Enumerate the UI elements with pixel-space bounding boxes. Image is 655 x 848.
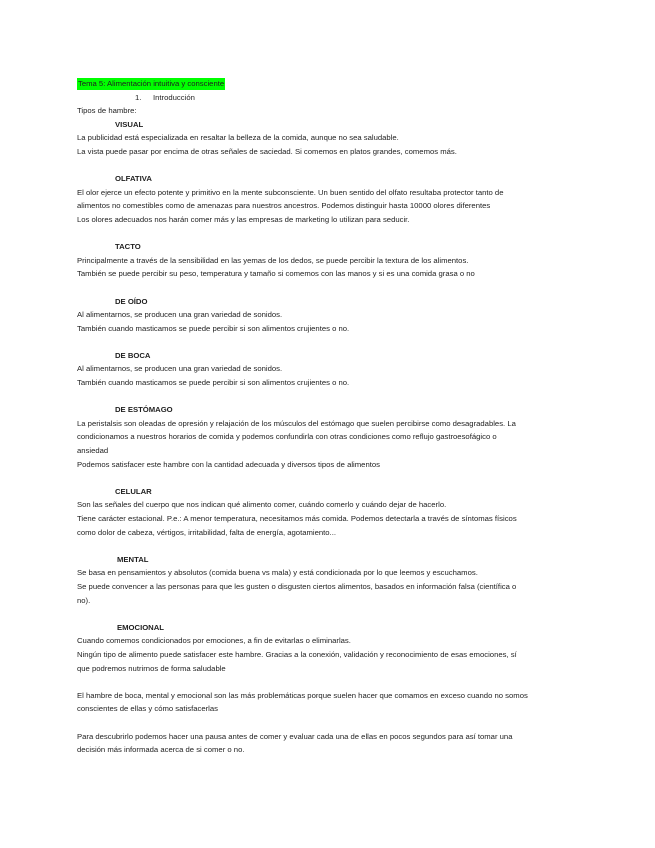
- section-line: como dolor de cabeza, vértigos, irritabilidad, falta de energía, agotamiento...: [77, 527, 336, 537]
- section-heading-boca: DE BOCA: [115, 350, 151, 360]
- section-line: También cuando masticamos se puede percibir si son alimentos crujientes o no.: [77, 323, 350, 333]
- section-line: El olor ejerce un efecto potente y primitivo en la mente subconsciente. Un buen sentido del olfato resultaba protector tanto de: [77, 187, 504, 197]
- section-heading-emocional: EMOCIONAL: [117, 622, 164, 632]
- section-line: Principalmente a través de la sensibilidad en las yemas de los dedos, se puede percibir la textura de los alimentos.: [77, 255, 469, 265]
- section-heading-celular: CELULAR: [115, 486, 152, 496]
- intro-label: Introducción: [153, 92, 195, 102]
- section-heading-oido: DE OÍDO: [115, 296, 148, 306]
- closing-line: conscientes de ellas y cómo satisfacerlas: [77, 704, 219, 714]
- document-title: Tema 5: Alimentación intuitiva y consciente: [78, 79, 225, 88]
- section-line: Se puede convencer a las personas para que les gusten o disgusten ciertos alimentos, basados en información falsa (científica o: [77, 581, 517, 591]
- section-line: Tiene carácter estacional. P.e.: A menor temperatura, necesitamos más comida. Podemos detectarla a través de síntomas físicos: [77, 514, 517, 523]
- section-heading-olfativa: OLFATIVA: [115, 174, 152, 184]
- section-line: Podemos satisfacer este hambre con la cantidad adecuada y diversos tipos de alimentos: [77, 459, 380, 469]
- intro-heading: [135, 91, 587, 105]
- section-line: También se puede percibir su peso, temperatura y tamaño si comemos con las manos y si es una comida grasa o no: [77, 269, 475, 279]
- hunger-types-label: Tipos de hambre:: [77, 106, 137, 116]
- section-heading-tacto: TACTO: [115, 242, 141, 252]
- section-heading-estomago: DE ESTÓMAGO: [115, 405, 173, 415]
- section-line: La peristalsis son oleadas de opresión y relajación de los músculos del estómago que suelen percibirse como desagradables. La: [77, 418, 516, 428]
- section-line: Cuando comemos condicionados por emociones, a fin de evitarlas o eliminarlas.: [77, 636, 351, 646]
- section-line: ansiedad: [77, 446, 109, 456]
- section-line: También cuando masticamos se puede percibir si son alimentos crujientes o no.: [77, 378, 350, 388]
- section-line: Ningún tipo de alimento puede satisfacer este hambre. Gracias a la conexión, validación y reconocimiento de esas emociones, sí: [77, 649, 517, 659]
- closing-line: El hambre de boca, mental y emocional son las más problemáticas porque suelen hacer que comamos en exceso cuando no somos: [77, 690, 528, 700]
- section-line: Al alimentarnos, se producen una gran variedad de sonidos.: [77, 310, 283, 320]
- section-line: La vista puede pasar por encima de otras señales de saciedad. Si comemos en platos grandes, comemos más.: [77, 146, 457, 156]
- section-line: Se basa en pensamientos y absolutos (comida buena vs mala) y está condicionada por lo que leemos y escuchamos.: [77, 568, 478, 578]
- section-line: no).: [77, 595, 91, 605]
- section-line: Son las señales del cuerpo que nos indican qué alimento comer, cuándo comerlo y cuándo dejar de hacerlo.: [77, 500, 447, 510]
- section-heading-visual: VISUAL: [115, 119, 144, 129]
- section-line: La publicidad está especializada en resaltar la belleza de la comida, aunque no sea saludable.: [77, 133, 399, 143]
- closing-line: decisión más informada acerca de si comer o no.: [77, 745, 245, 755]
- section-line: alimentos no comestibles como de amenazas para nuestros ancestros. Podemos distinguir hasta 10000 olores diferentes: [77, 201, 491, 211]
- intro-number: 1.: [135, 92, 142, 102]
- section-line: Al alimentarnos, se producen una gran variedad de sonidos.: [77, 364, 283, 374]
- document-body: [77, 77, 587, 757]
- section-line: que podremos nutrirnos de forma saludable: [77, 663, 226, 673]
- section-heading-mental: MENTAL: [117, 554, 149, 564]
- section-line: condicionamos a nuestros horarios de comida y podemos confundirla con otras condiciones como reflujo gastroesofágico o: [77, 432, 497, 442]
- closing-line: Para descubrirlo podemos hacer una pausa antes de comer y evaluar cada una de ellas en pocos segundos para así tomar una: [77, 731, 513, 741]
- section-line: Los olores adecuados nos harán comer más y las empresas de marketing lo utilizan para seducir.: [77, 214, 410, 224]
